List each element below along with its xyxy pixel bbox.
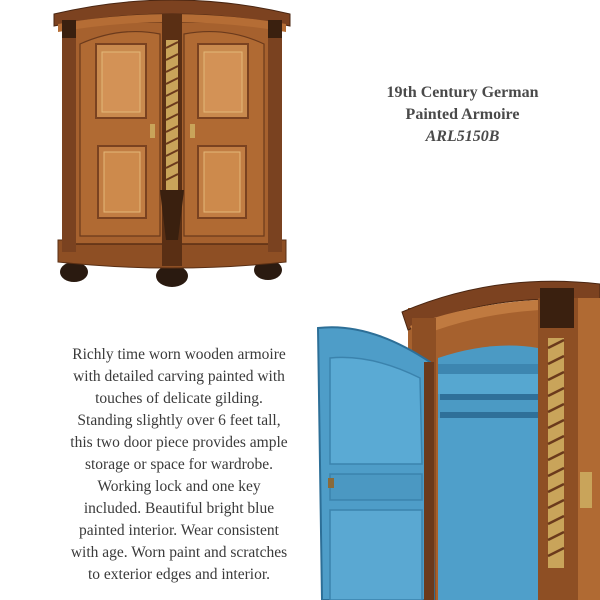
keyhole-right (190, 124, 195, 138)
door-hinge (328, 478, 334, 488)
product-title (350, 82, 575, 148)
keyhole-left (150, 124, 155, 138)
armoire-closed-photo (50, 0, 295, 290)
foot-left (60, 262, 88, 282)
product-title-line1: 19th Century German (386, 84, 539, 101)
armoire-open-photo (316, 278, 600, 600)
product-description: Richly time worn wooden armoire with detailed carving painted with touches of delicate gilding. Standing slightly over 6 feet tall, this two door piece provides ample storage or space for wardrobe. Working lock and one key included. Beautiful bright blue painted interior. Wear consistent with age. Worn paint and scratches to exterior edges and interior. (70, 346, 288, 583)
lock-escutcheon (580, 472, 592, 508)
product-sku: ARL5150B (425, 128, 500, 145)
product-title-line2: Painted Armoire (405, 106, 520, 123)
